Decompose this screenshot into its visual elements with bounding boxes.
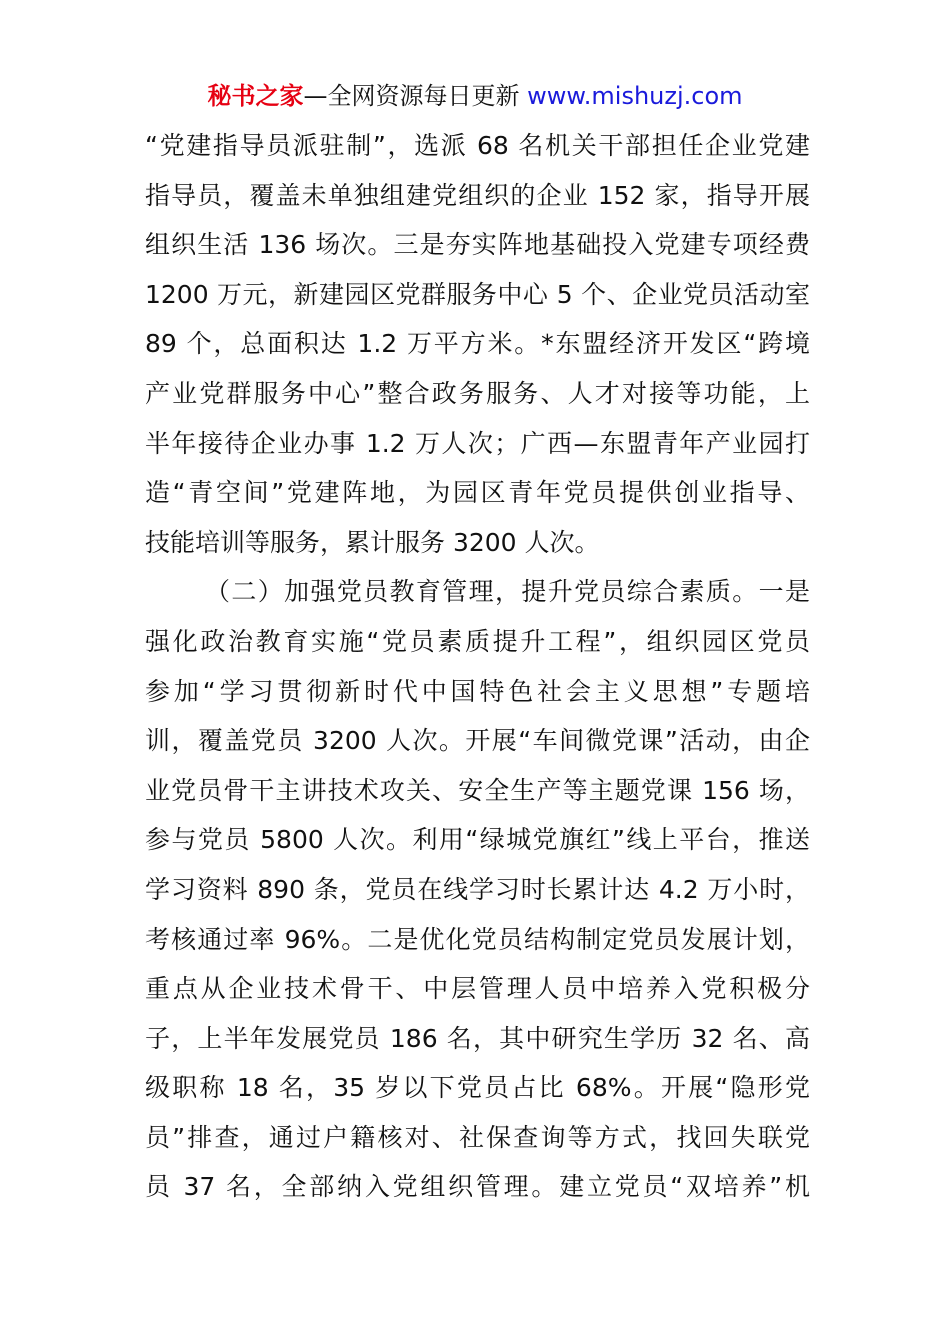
text-line: 参与党员 5800 人次。利用“绿城党旗红”线上平台，推送: [145, 825, 810, 855]
text-line: 学习资料 890 条，党员在线学习时长累计达 4.2 万小时，: [145, 874, 810, 904]
text-line: 考核通过率 96%。二是优化党员结构制定党员发展计划，: [145, 924, 810, 954]
text-line: 产业党群服务中心”整合政务服务、人才对接等功能，上: [145, 378, 810, 408]
text-line: 员”排查，通过户籍核对、社保查询等方式，找回失联党: [145, 1122, 810, 1152]
site-url-link[interactable]: www.mishuzj.com: [527, 82, 743, 110]
text-line: 子，上半年发展党员 186 名，其中研究生学历 32 名、高: [145, 1023, 810, 1053]
text-line: 半年接待企业办事 1.2 万人次；广西—东盟青年产业园打: [145, 428, 810, 458]
text-line: 1200 万元，新建园区党群服务中心 5 个、企业党员活动室: [145, 279, 810, 309]
text-line: 重点从企业技术骨干、中层管理人员中培养入党积极分: [145, 974, 810, 1004]
page-header: [0, 80, 950, 112]
text-line: “党建指导员派驻制”，选派 68 名机关干部担任企业党建: [145, 131, 810, 160]
text-line: 级职称 18 名，35 岁以下党员占比 68%。开展“隐形党: [145, 1073, 810, 1103]
text-line: 89 个，总面积达 1.2 万平方米。*东盟经济开发区“跨境: [145, 329, 810, 359]
paragraph-end-line: 技能培训等服务，累计服务 3200 人次。: [145, 527, 600, 557]
text-line: 强化政治教育实施“党员素质提升工程”，组织园区党员: [145, 626, 810, 656]
text-line: 指导员，覆盖未单独组建党组织的企业 152 家，指导开展: [145, 180, 810, 210]
text-line: 业党员骨干主讲技术攻关、安全生产等主题党课 156 场，: [145, 775, 810, 805]
text-line: 造“青空间”党建阵地，为园区青年党员提供创业指导、: [145, 478, 810, 508]
section-heading-line: （二）加强党员教育管理，提升党员综合素质。一是: [205, 577, 810, 607]
header-dash: —: [303, 82, 328, 110]
text-line: 训，覆盖党员 3200 人次。开展“车间微党课”活动，由企: [145, 726, 810, 756]
text-line: 参加“学习贯彻新时代中国特色社会主义思想”专题培: [145, 676, 810, 706]
site-brand: 秘书之家: [207, 82, 304, 110]
site-tagline: 全网资源每日更新: [327, 82, 520, 110]
text-line: 组织生活 136 场次。三是夯实阵地基础投入党建专项经费: [145, 230, 810, 260]
text-line: 员 37 名，全部纳入党组织管理。建立党员“双培养”机: [145, 1172, 810, 1202]
document-body: [145, 121, 810, 1212]
